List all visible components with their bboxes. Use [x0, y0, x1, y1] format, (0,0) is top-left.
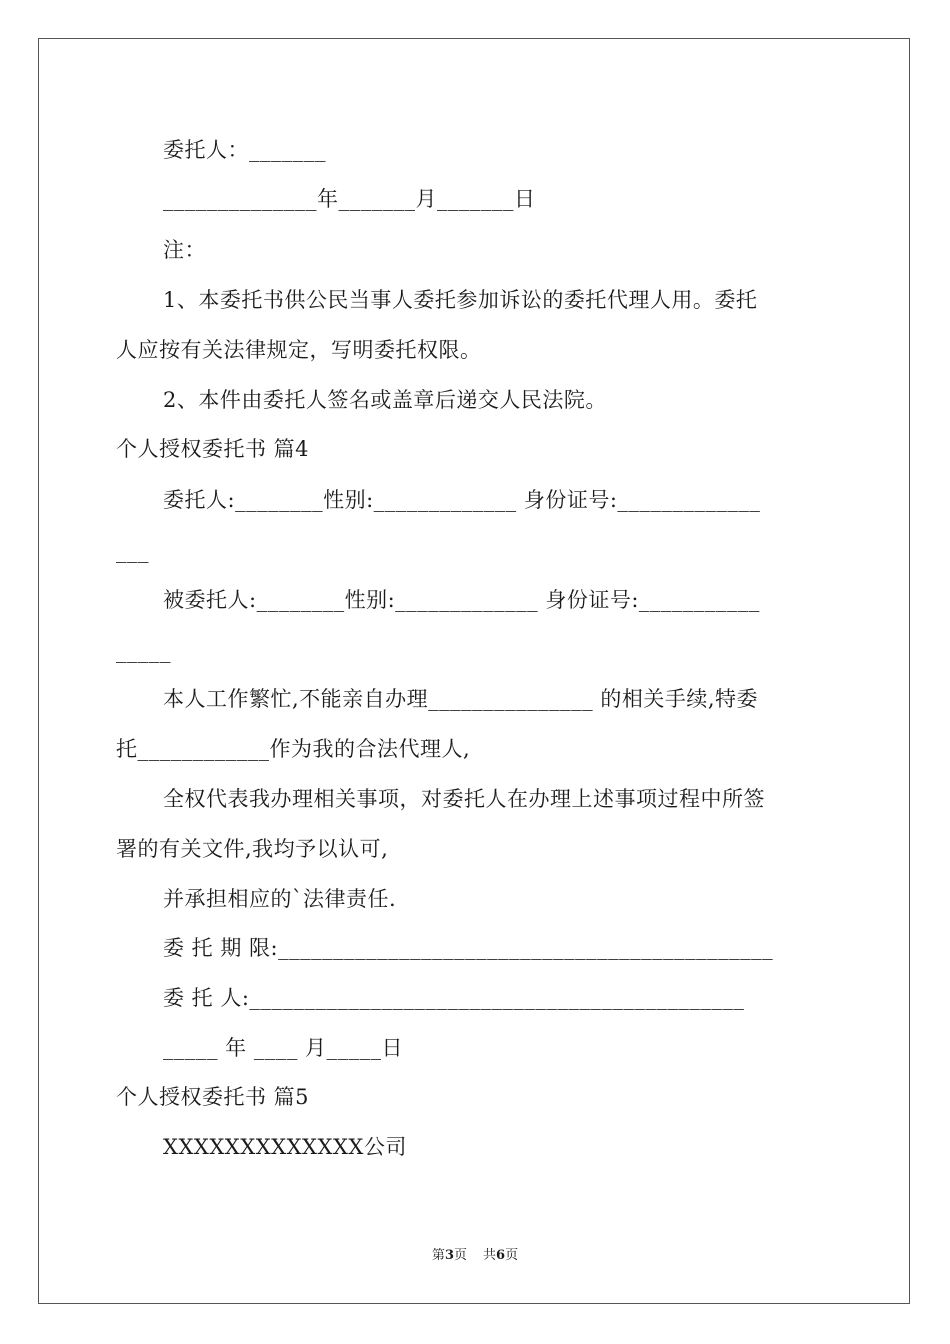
term-line: 委 托 期 限:_____________________________________________ — [163, 936, 774, 960]
date-line: ______________年_______月_______日 — [163, 187, 536, 211]
footer-total-num: 6 — [496, 1248, 506, 1263]
note-item-2: 2、本件由委托人签名或盖章后递交人民法院。 — [163, 388, 607, 412]
principal-line: 委托人：_______ — [163, 138, 326, 162]
body-paragraph-1: 本人工作繁忙,不能亲自办理_______________ 的相关手续,特委 — [163, 687, 759, 711]
body-paragraph-1-cont: 托____________作为我的合法代理人, — [116, 737, 471, 761]
body-paragraph-3: 并承担相应的`法律责任. — [163, 887, 397, 911]
footer-page-num: 3 — [444, 1248, 454, 1263]
note-item-1: 1、本委托书供公民当事人委托参加诉讼的委托代理人用。委托 — [163, 288, 758, 312]
footer-page-prefix: 第 — [431, 1248, 445, 1263]
page-border — [38, 38, 910, 1304]
section-heading-5: 个人授权委托书 篇5 — [116, 1085, 310, 1109]
note-heading: 注： — [163, 238, 206, 262]
footer-page-suffix: 页 — [453, 1248, 467, 1263]
principal-sign-line: 委 托 人:_____________________________________________ — [163, 986, 745, 1010]
page-footer — [0, 1247, 950, 1265]
principal-info-cont: ___ — [116, 539, 149, 563]
section-heading-4: 个人授权委托书 篇4 — [116, 437, 310, 461]
company-line: XXXXXXXXXXXXX公司 — [163, 1135, 407, 1159]
agent-info-line: 被委托人:________性别:_____________ 身份证号:___________ — [163, 588, 760, 612]
body-paragraph-2: 全权代表我办理相关事项，对委托人在办理上述事项过程中所签 — [163, 787, 765, 811]
footer-total-prefix: 共 — [483, 1248, 497, 1263]
footer-total-suffix: 页 — [505, 1248, 519, 1263]
body-paragraph-2-cont: 署的有关文件,我均予以认可, — [116, 837, 389, 861]
agent-info-cont: _____ — [116, 639, 171, 663]
sign-date-line: _____ 年 ____ 月_____日 — [163, 1036, 404, 1060]
principal-info-line: 委托人:________性别:_____________ 身份证号:_____________ — [163, 488, 761, 512]
note-item-1-cont: 人应按有关法律规定，写明委托权限。 — [116, 338, 482, 362]
